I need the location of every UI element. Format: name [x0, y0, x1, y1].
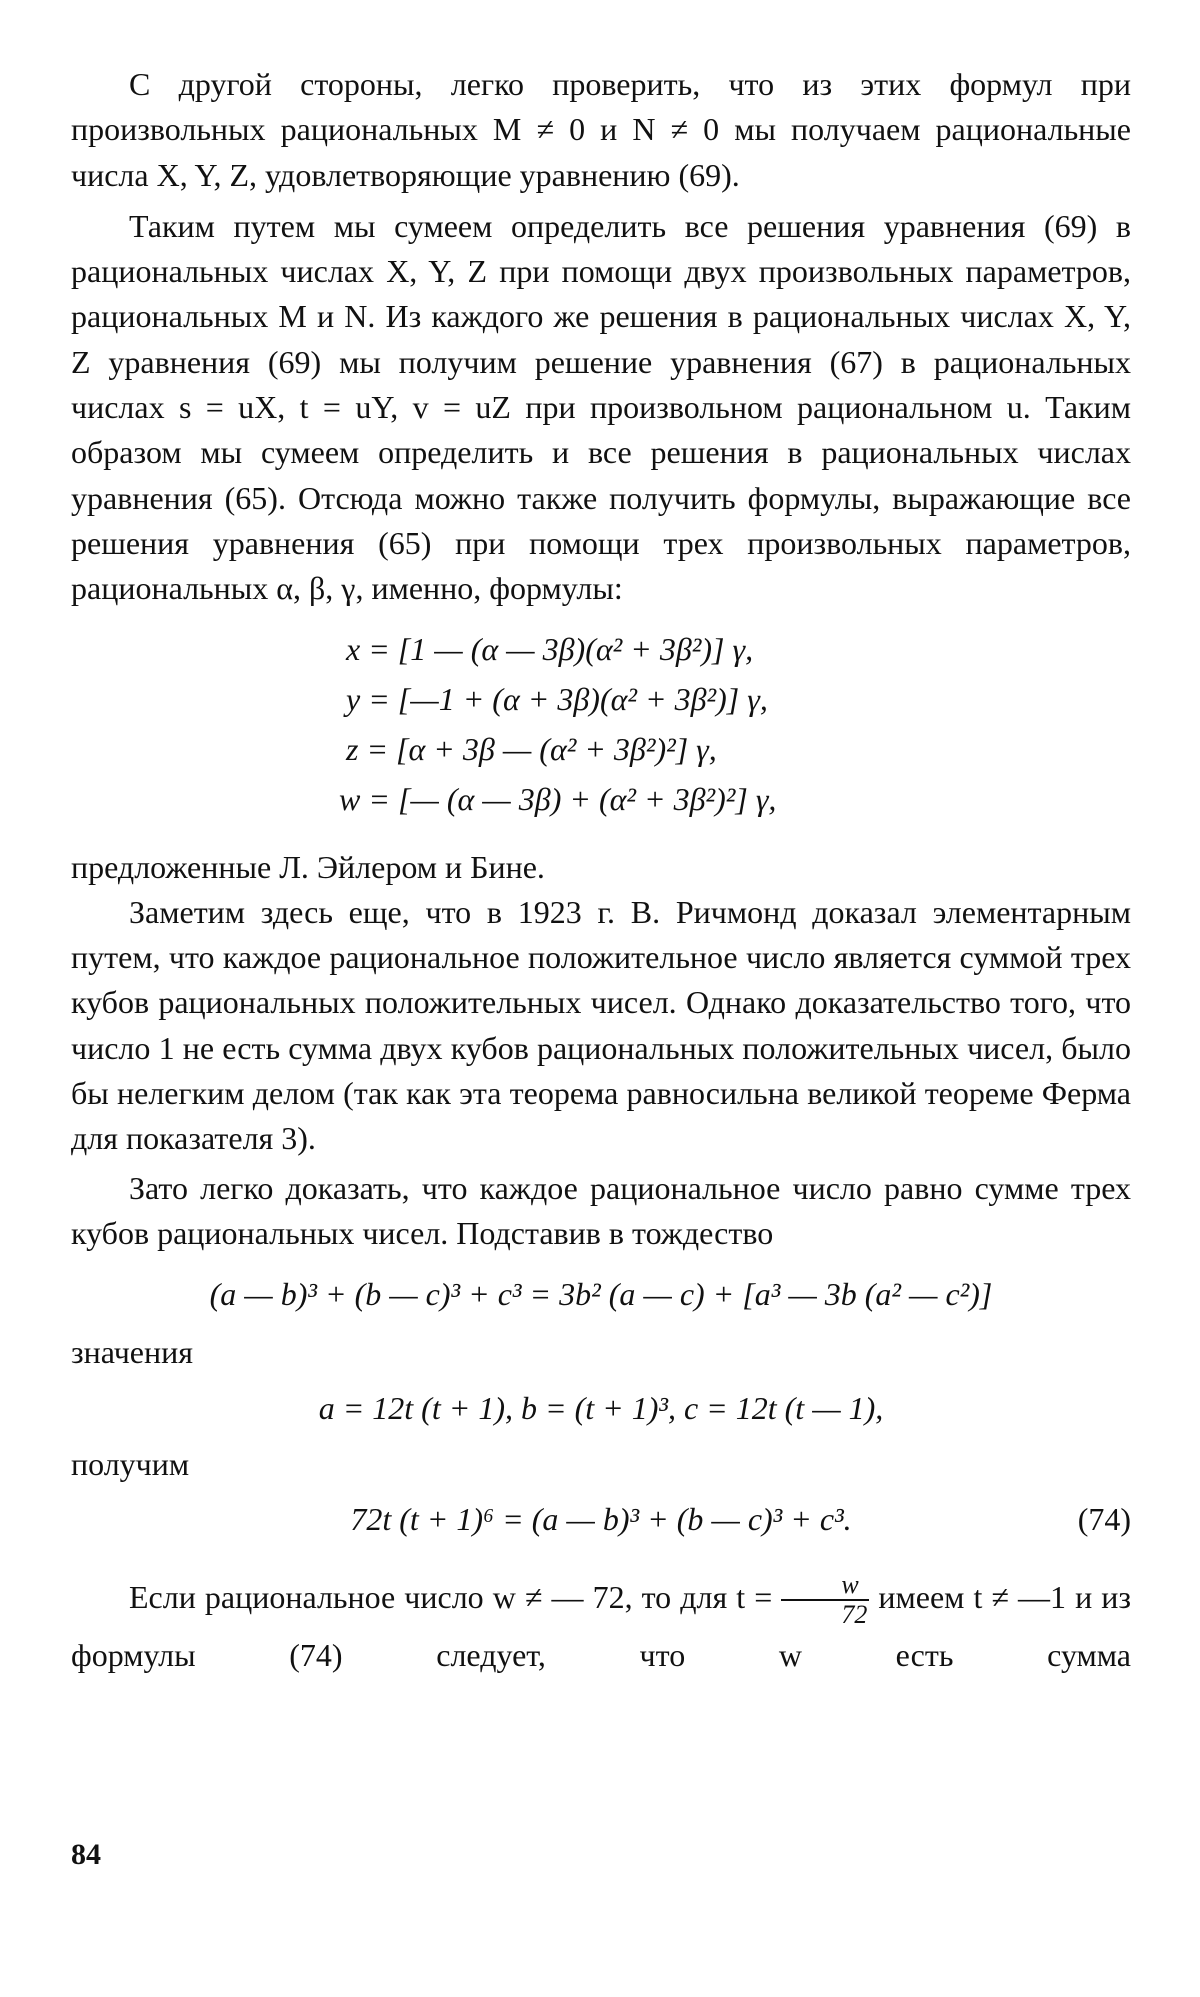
- formula-x: x = [1 — (α — 3β)(α² + 3β²)] γ,: [346, 630, 754, 667]
- paragraph-2: Таким путем мы сумеем определить все решения уравнения (69) в рациональных числах X, Y, Z при помощи двух произвольных параметров, рациональных M и N. Из каждого же решения в рациональных числах X, Y, Z уравнения (69) мы получим решение уравнения (67) в рациональных числах s = uX, t = uY, v = uZ при произвольном рациональном u. Таким образом мы сумеем определить и все решения в рациональных числах уравнения (65). Отсюда можно также получить формулы, выражающие все решения уравнения (65) при помощи трех произвольных параметров, рациональных α, β, γ, именно, формулы:: [71, 207, 1131, 607]
- formula-w: w = [— (α — 3β) + (α² + 3β²)²] γ,: [339, 780, 777, 817]
- fraction-numerator: w: [781, 1571, 869, 1602]
- equation-74: 72t (t + 1)⁶ = (a — b)³ + (b — c)³ + c³.: [350, 1500, 852, 1537]
- paragraph-5: Зато легко доказать, что каждое рациональное число равно сумме трех кубов рациональных чисел. Подставив в тождество: [71, 1169, 1131, 1251]
- fraction-denominator: 72: [841, 1600, 868, 1630]
- equation-74-row: [71, 1489, 1131, 1549]
- formula-y: y = [—1 + (α + 3β)(α² + 3β²)] γ,: [346, 680, 768, 717]
- fraction-w-over-72: [781, 1571, 869, 1630]
- paragraph-8-start: Если рациональное число w ≠ — 72, то для t =: [129, 1578, 773, 1615]
- paragraph-8-end: имеем t ≠ —1 и из формулы (74) следует, что w есть сумма: [71, 1578, 1132, 1674]
- text-column: [71, 62, 1131, 1680]
- paragraph-3: предложенные Л. Эйлером и Бине.: [71, 848, 545, 885]
- paragraph-6: значения: [71, 1334, 193, 1371]
- euler-formulas: [71, 624, 1131, 831]
- formula-z: z = [α + 3β — (α² + 3β²)²] γ,: [346, 730, 717, 767]
- paragraph-7: получим: [71, 1445, 190, 1482]
- paragraph-4: Заметим здесь еще, что в 1923 г. В. Ричмонд доказал элементарным путем, что каждое рациональное положительное число является суммой трех кубов рациональных положительных чисел. Однако доказательство того, что число 1 не есть сумма двух кубов рациональных положительных чисел, было бы нелегким делом (так как эта теорема равносильна великой теореме Ферма для показателя 3).: [71, 893, 1131, 1157]
- page-number: 84: [71, 1838, 101, 1871]
- values-formula: a = 12t (t + 1), b = (t + 1)³, c = 12t (t — 1),: [318, 1389, 884, 1426]
- paragraph-1: С другой стороны, легко проверить, что из этих формул при произвольных рациональных M ≠ 0 и N ≠ 0 мы получаем рациональные числа X, Y, Z, удовлетворяющие уравнению (69).: [71, 66, 1131, 193]
- identity-formula: (a — b)³ + (b — c)³ + c³ = 3b² (a — c) + [a³ — 3b (a² — c²)]: [209, 1276, 993, 1313]
- paragraph-8: [71, 1571, 1131, 1680]
- equation-74-label: (74): [1077, 1500, 1131, 1537]
